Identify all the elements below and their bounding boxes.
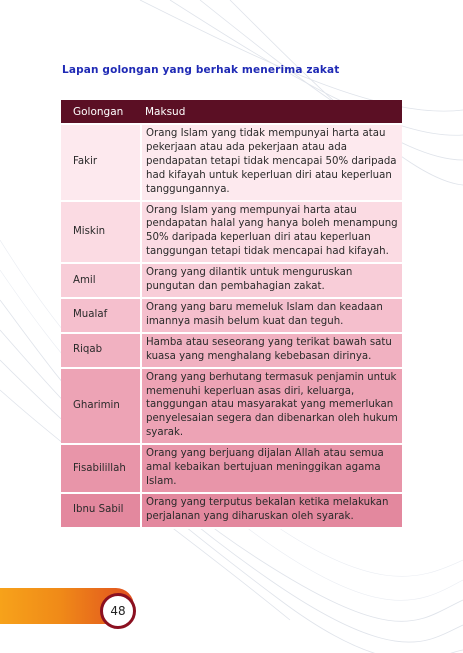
table-row <box>61 444 402 493</box>
table-row <box>61 368 402 445</box>
cell-golongan: Ibnu Sabil <box>61 493 141 528</box>
cell-maksud: Orang yang dilantik untuk menguruskan pungutan dan pembahagian zakat. <box>141 263 402 298</box>
cell-golongan: Riqab <box>61 333 141 368</box>
cell-golongan: Fakir <box>61 124 141 201</box>
table-row <box>61 263 402 298</box>
cell-maksud: Orang yang berhutang termasuk penjamin untuk memenuhi keperluan asas diri, keluarga, tanggungan atau masyarakat yang memerlukan penyelesaian segera dan dibenarkan oleh hukum syarak. <box>141 368 402 445</box>
cell-maksud: Orang yang terputus bekalan ketika melakukan perjalanan yang diharuskan oleh syarak. <box>141 493 402 528</box>
table-row <box>61 201 402 264</box>
cell-maksud: Hamba atau seseorang yang terikat bawah satu kuasa yang menghalang kebebasan dirinya. <box>141 333 402 368</box>
table-header-row <box>61 100 402 124</box>
cell-golongan: Gharimin <box>61 368 141 445</box>
page-title: Lapan golongan yang berhak menerima zakat <box>62 64 340 76</box>
table-row <box>61 124 402 201</box>
cell-golongan: Fisabilillah <box>61 444 141 493</box>
cell-golongan: Amil <box>61 263 141 298</box>
column-header-maksud: Maksud <box>141 100 402 124</box>
cell-maksud: Orang yang baru memeluk Islam dan keadaan imannya masih belum kuat dan teguh. <box>141 298 402 333</box>
column-header-golongan: Golongan <box>61 100 141 124</box>
table-row <box>61 298 402 333</box>
table-row <box>61 333 402 368</box>
cell-golongan: Miskin <box>61 201 141 264</box>
page-number-badge <box>100 593 136 629</box>
cell-maksud: Orang Islam yang mempunyai harta atau pendapatan halal yang hanya boleh menampung 50% daripada keperluan diri atau keperluan tanggungan tetapi tidak mencapai had kifayah. <box>141 201 402 264</box>
cell-maksud: Orang Islam yang tidak mempunyai harta atau pekerjaan atau ada pekerjaan atau ada pendapatan tetapi tidak mencapai 50% daripada had kifayah untuk keperluan diri atau keperluan tanggungannya. <box>141 124 402 201</box>
cell-golongan: Mualaf <box>61 298 141 333</box>
table-row <box>61 493 402 528</box>
zakat-recipients-table <box>61 100 402 529</box>
page-number: 48 <box>110 604 126 618</box>
cell-maksud: Orang yang berjuang dijalan Allah atau semua amal kebaikan bertujuan meninggikan agama Islam. <box>141 444 402 493</box>
